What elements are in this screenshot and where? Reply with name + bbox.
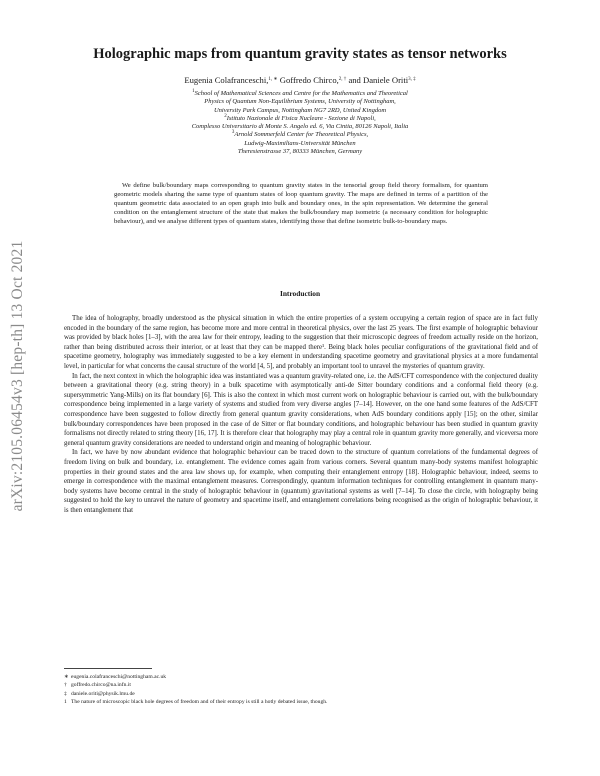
footnote	[64, 698, 538, 706]
author-name: Goffredo Chirco,	[279, 75, 339, 85]
body-text	[64, 314, 538, 515]
affiliation-text: Ludwig-Maximilians-Universität München	[244, 139, 356, 147]
footnote	[64, 690, 538, 698]
author-marks: 1, ∗	[268, 77, 278, 82]
footnote-text: The nature of microscopic black hole degrees of freedom and of their entropy is still a hotly debated issue, though.	[71, 699, 328, 706]
affiliation-line	[60, 90, 540, 98]
affiliation-line	[60, 148, 540, 156]
paper-title: Holographic maps from quantum gravity states as tensor networks	[93, 46, 507, 62]
author-marks: 3, ‡	[408, 77, 416, 82]
author-list	[60, 75, 540, 85]
footnote-mark: ∗	[64, 674, 69, 680]
footnote-mark: 1	[64, 699, 67, 706]
arxiv-stamp-text: arXiv:2105.06454v3 [hep-th] 13 Oct 2021	[9, 240, 26, 512]
affiliation-text: Complesso Universitario di Monte S. Angelo ed. 6, Via Cintia, 80126 Napoli, Italia	[191, 123, 409, 131]
affiliation-text: Theresienstrasse 37, 80333 München, Germany	[237, 148, 363, 156]
footnotes	[64, 673, 538, 707]
footnote-mark: †	[64, 682, 67, 689]
affiliation-text: Physics of Quantum Non-Equilibrium Systems, University of Nottingham,	[204, 98, 396, 106]
affiliation-mark: 1	[192, 89, 195, 94]
affiliation-line	[60, 115, 540, 123]
footnote-text: goffredo.chirco@na.infn.it	[71, 682, 131, 689]
abstract: We define bulk/boundary maps corresponding to quantum gravity states in the tensorial group field theory formalism, for quantum geometric models sharing the same type of quantum states of loop quantum gravity. The maps are defined in terms of a partition of the quantum geometric data associated to an open graph into bulk and boundary ones, in the spin representation. We determine the general condition on the entanglement structure of the state that makes the bulk/boundary map isometric (a necessary condition for holographic behaviour), and we analyse different types of quantum states, identifying those that define isometric bulk-to-boundary maps.	[114, 182, 488, 225]
footnote-rule	[64, 668, 152, 669]
author-name: and Daniele Oriti	[348, 75, 409, 85]
affiliation-text: School of Mathematical Sciences and Centre for the Mathematics and Theoretical	[194, 90, 408, 97]
author-name: Eugenia Colafranceschi,	[184, 75, 269, 85]
affiliations	[60, 90, 540, 156]
paragraph: In fact, we have by now abundant evidence that holographic behaviour can be traced down to the structure of quantum correlations of the fundamental degrees of freedom living on bulk and boundary, i.e. entanglement. The evidence comes again from various corners. Several quantum many-body systems manifest holographic properties in their ground states and the area law shows up, for example, when computing their entanglement entropy [18]. Holographic behaviour, indeed, seems to emerge in correspondence with the maximal entanglement measures. Correspondingly, quantum information techniques for controlling entanglement in quantum many-body systems have become central in the study of holographic behaviour in (quantum) gravitational systems as well [7–14]. To close the circle, with holography being suggested to hold the key to unravel the nature of geometry and spacetime itself, and entanglement correlations being recognised as the origin of holographic behaviour, it is then entanglement that	[64, 449, 538, 514]
affiliation-text: University Park Campus, Nottingham NG7 2RD, United Kingdom	[213, 106, 387, 114]
affiliation-text: Arnold Sommerfeld Center for Theoretical Physics,	[234, 131, 369, 139]
affiliation-mark: 3	[231, 130, 235, 136]
paragraph: In fact, the next context in which the holographic idea was instantiated was a quantum gravity-related one, i.e. the AdS/CFT correspondence with the conjectured duality between a gravitational theory (e.g. string theory) in a bulk spacetime with asymptotically anti-de Sitter boundary conditions and a conformal field theory (e.g. supersymmetric Yang-Mills) on its flat boundary [6]. This is also the context in which most current work on holographic behaviour is carried out, with the bulk/boundary correspondence being implemented in a large variety of systems and studied from very diverse angles [7–14]. However, on the one hand some features of the AdS/CFT correspondence have been suggested to follow directly from general quantum gravity considerations, when AdS boundary conditions apply [15]; on the other, similar bulk/boundary correspondences have been proposed in the case of de Sitter or flat boundary conditions, and holographic behaviour has been studied in quantum gravity formalisms not directly related to string theory [16, 17]. It is therefore clear that holography may play a central role in quantum gravity more generally, and viceversa more general quantum gravity considerations are needed to understand origin and meaning of holographic behaviour.	[64, 372, 538, 447]
arxiv-identifier-stamp	[6, 176, 30, 576]
affiliation-line	[60, 140, 540, 148]
affiliation-mark: 2	[224, 113, 227, 119]
affiliation-text: Istituto Nazionale di Fisica Nucleare - Sezione di Napoli,	[226, 114, 376, 122]
paragraph: The idea of holography, broadly understood as the physical situation in which the entire properties of a system occupying a certain region of space are in fact fully encoded in the boundary of the same region, has become more and more central in theoretical physics, over the last 25 years. The first example of holographic behaviour was provided by black holes [1–3], with the area law for their entropy, leading to the suggestion that their microscopic degrees of freedom actually reside on the horizon, rather than being distributed across their interior, or at least that they can be mapped there¹. Being black holes peculiar configurations of the gravitational field and of spacetime geometry, holography was immediately suggested to be a key element in understanding spacetime geometry and gravitational physics at a more fundamental level, in particular for what concerns the causal structure of the world [4, 5], and probably an important tool to unravel the mysteries of quantum gravity.	[64, 315, 538, 370]
section-title: Introduction	[279, 289, 321, 298]
footnote	[64, 681, 538, 689]
author-marks: 2, †	[338, 77, 347, 82]
footnote-text: daniele.oriti@physik.lmu.de	[71, 690, 135, 697]
footnote-mark: ‡	[64, 690, 67, 697]
affiliation-line	[60, 98, 540, 106]
affiliation-line	[60, 131, 540, 139]
affiliation-line	[60, 107, 540, 115]
footnote-text: eugenia.colafranceschi@nottingham.ac.uk	[71, 674, 167, 680]
footnote	[64, 673, 538, 681]
